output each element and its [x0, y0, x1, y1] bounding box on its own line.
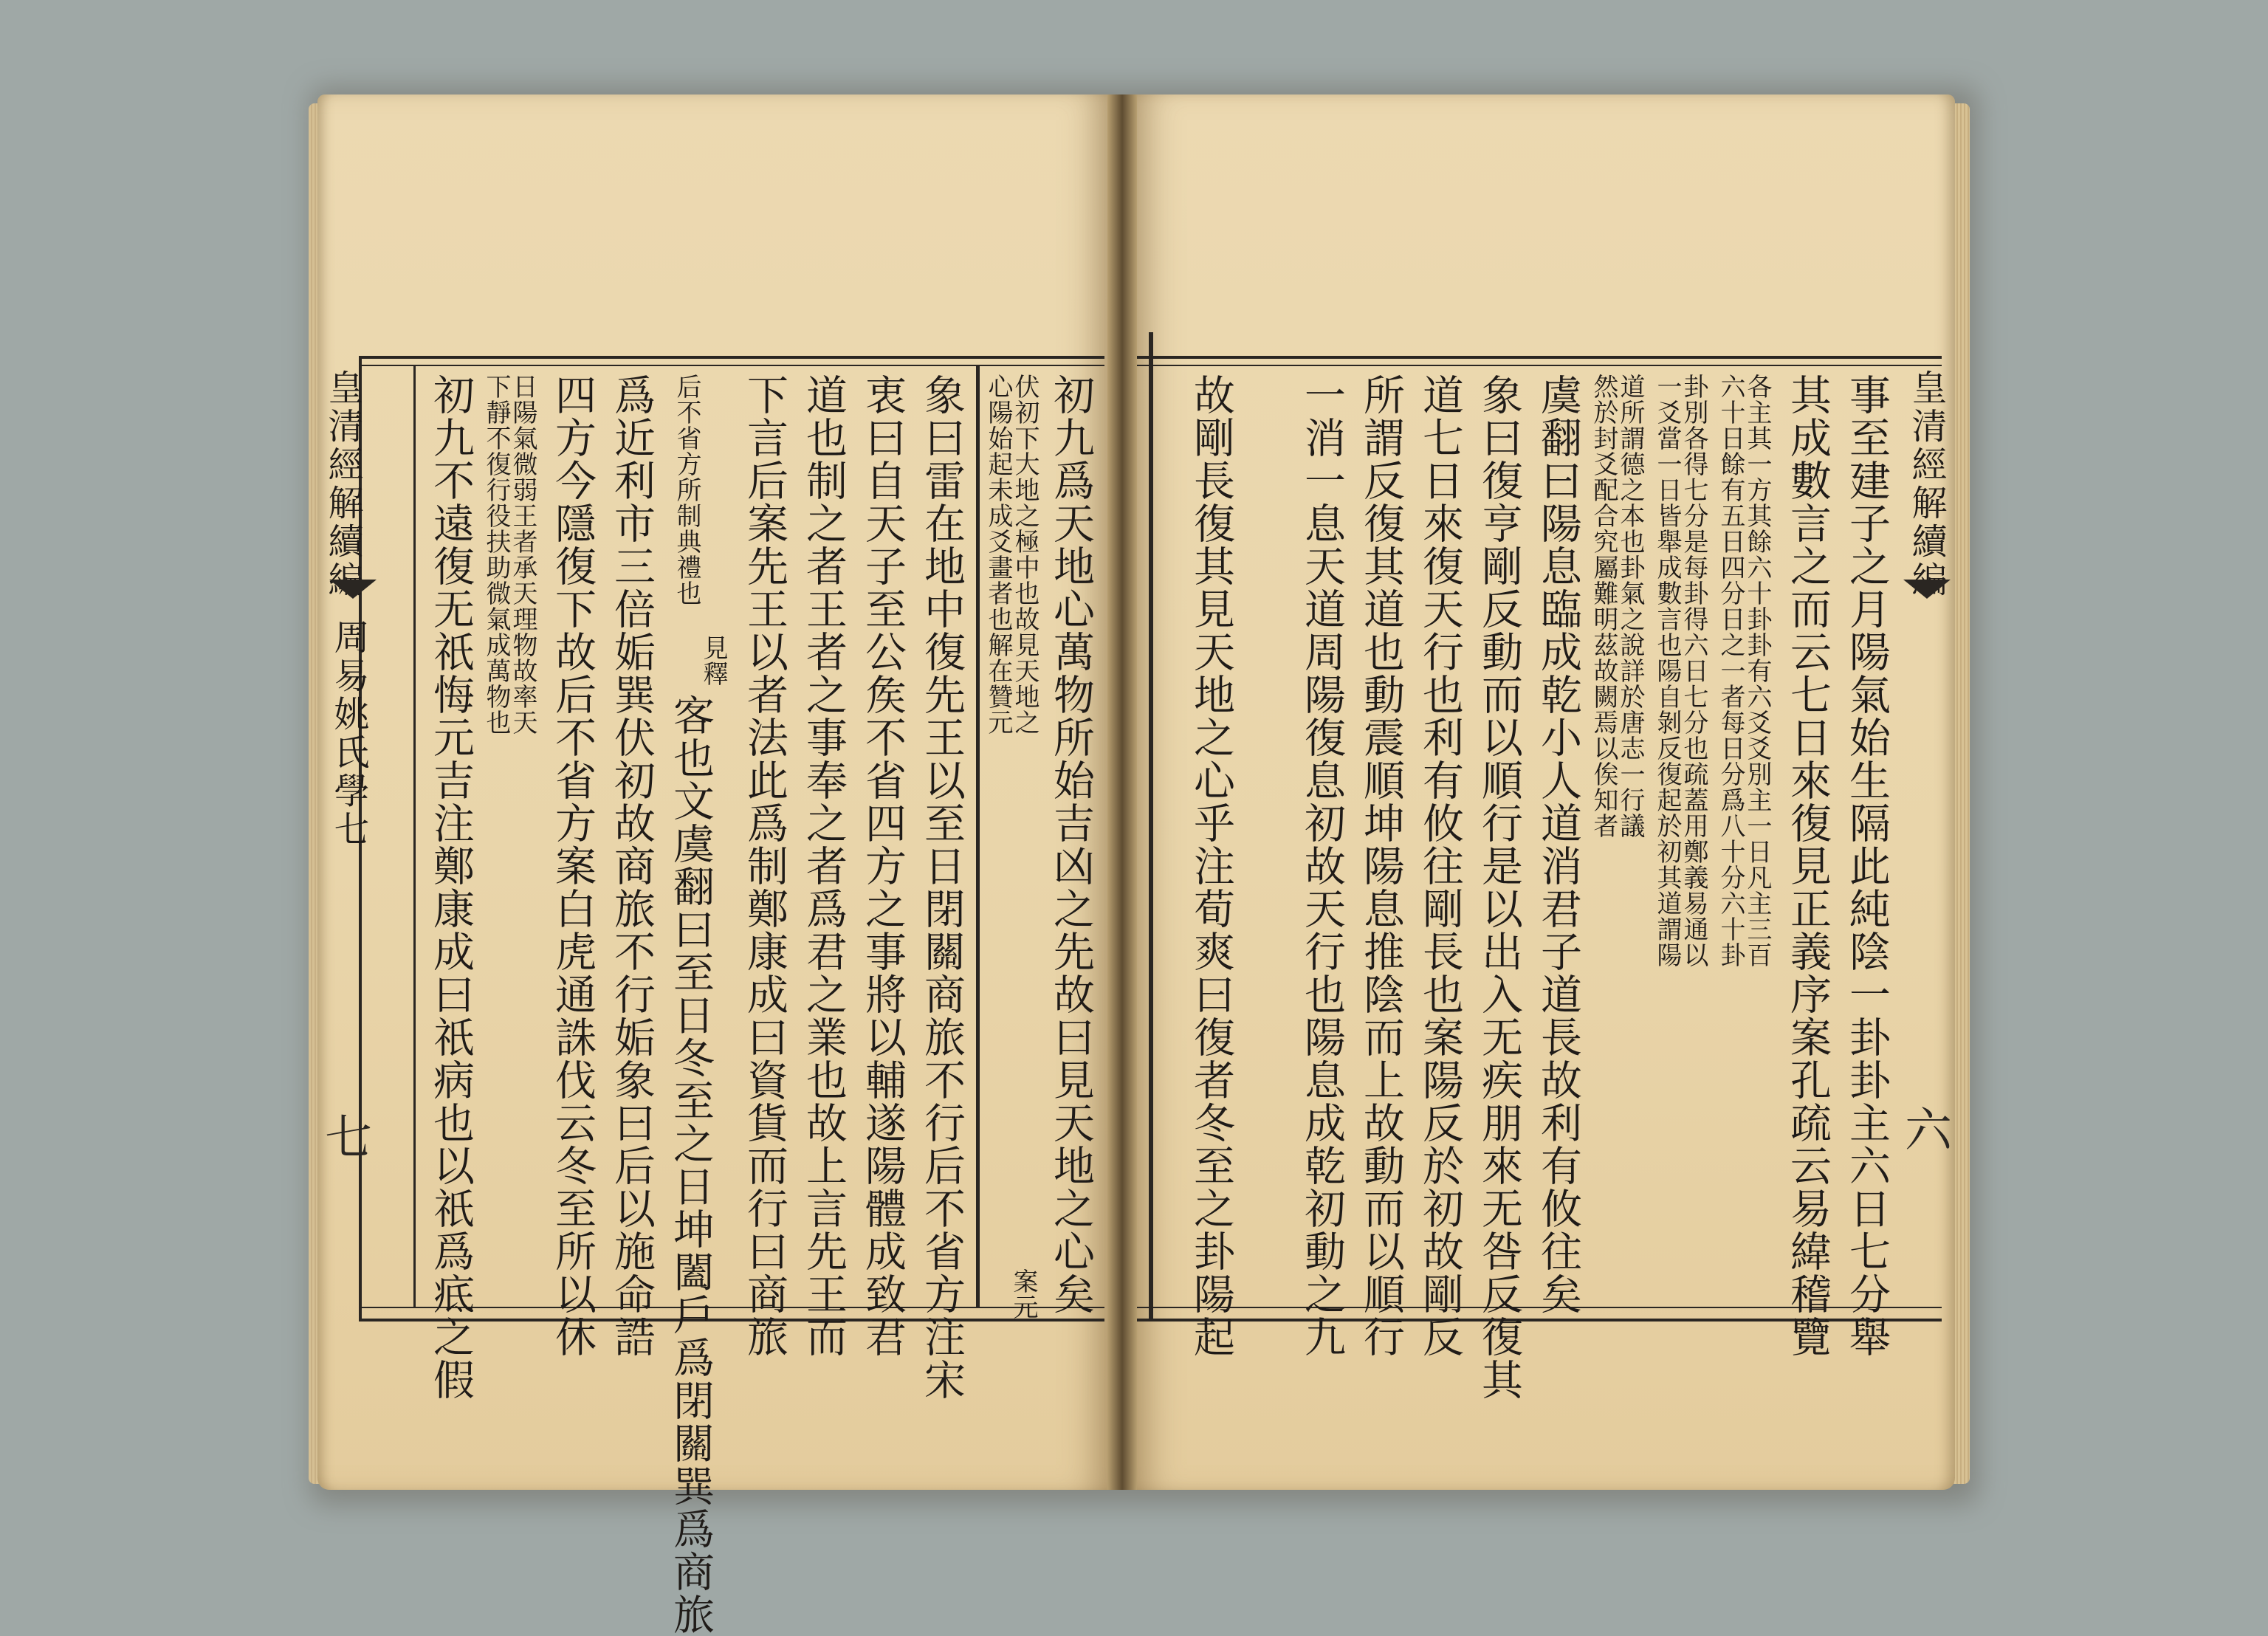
text-column: 初九不遠復无祇悔元吉注鄭康成曰祇病也以祇爲疷之假 — [427, 374, 475, 1401]
annotation-column: 各主其一方其餘六十卦卦有六爻爻別主一日凡主三百 — [1742, 374, 1772, 968]
text-column: 衷曰自天子至公矦不省四方之事將以輔遂陽體成致君 — [859, 374, 907, 1358]
right-top-inner-rule — [1137, 365, 1942, 366]
text-column: 象曰復亨剛反動而以順行是以出入无疾朋來无咎反復其 — [1475, 374, 1523, 1401]
annotation-column: 心陽始起未成爻畫者也解在贊元 — [983, 374, 1013, 735]
annotation-column: 六十日餘有五日四分日之一者每日分爲八十分六十卦 — [1716, 374, 1745, 968]
column-rule — [413, 366, 416, 1308]
annotation-column: 見釋 — [698, 635, 728, 687]
left-margin-title: 皇清經解續編 — [322, 369, 363, 599]
left-page-number: 七 — [325, 1111, 372, 1166]
annotation-tail: 案元 — [1008, 1268, 1038, 1320]
text-column: 道也制之者王者之事奉之者爲君之業也故上言先王而 — [800, 374, 848, 1358]
text-column: 下言后案先王以者法此爲制鄭康成曰資貨而行曰商旅 — [740, 374, 788, 1358]
text-column: 客也文虞翻曰至日冬至之日坤闔戶爲閉關巽爲商旅 — [667, 694, 715, 1636]
text-column: 初九爲天地心萬物所始吉凶之先故曰見天地之心矣 — [1047, 374, 1095, 1316]
right-fish-tail-icon — [1903, 580, 1951, 599]
annotation-column: 后不省方所制典禮也 — [672, 374, 701, 606]
text-column: 其成數言之而云七日來復見正義序案孔疏云易緯稽覽 — [1784, 374, 1832, 1358]
annotation-column: 下靜不復行役扶助微氣成萬物也 — [481, 374, 511, 735]
left-fish-tail-icon — [329, 580, 377, 599]
text-column: 一消一息天道周陽復息初故天行也陽息成乾初動之九 — [1298, 374, 1346, 1358]
book-gutter — [1107, 94, 1137, 1490]
right-page-number: 六 — [1905, 1104, 1952, 1158]
text-column: 虞翻曰陽息臨成乾小人道消君子道長故利有攸往矣 — [1534, 374, 1582, 1316]
annotation-column: 日陽氣微弱王者承天理物故率天 — [508, 374, 537, 735]
right-margin-title: 皇清經解續編 — [1906, 369, 1947, 599]
annotation-column: 一爻當一日皆舉成數言也陽自剝反復起於初其道謂陽 — [1652, 374, 1682, 968]
left-top-inner-rule — [359, 365, 1104, 366]
left-margin-chapter: 周易姚氏學七 — [328, 619, 369, 849]
annotation-column: 然於封爻配合究屬難明茲故闕焉以俟知者 — [1589, 374, 1618, 839]
right-inner-edge-rule — [1149, 332, 1153, 1321]
text-column: 四方今隱復下故后不省方案白虎通誅伐云冬至所以休 — [549, 374, 597, 1358]
annotation-column: 道所謂德之本也卦氣之說詳於唐志一行議 — [1615, 374, 1645, 839]
text-column: 所謂反復其道也動震順坤陽息推陰而上故動而以順行 — [1357, 374, 1405, 1358]
annotation-column: 伏初下大地之極中也故見天地之 — [1010, 374, 1040, 735]
text-column: 道七日來復天行也利有攸往剛長也案陽反於初故剛反 — [1416, 374, 1464, 1358]
text-column: 象曰雷在地中復先王以至日閉關商旅不行后不省方注宋 — [918, 374, 966, 1401]
text-column: 爲近利市三倍姤巽伏初故商旅不行姤象曰后以施命誥 — [608, 374, 656, 1358]
text-column: 故剛長復其見天地之心乎注荀爽曰復者冬至之卦陽起 — [1187, 374, 1235, 1358]
annotation-column: 卦別各得七分是每卦得六日七分也疏蓋用鄭義易通以 — [1679, 374, 1708, 968]
column-rule — [976, 366, 980, 1308]
text-column: 事至建子之月陽氣始生隔此純陰一卦卦主六日七分舉 — [1843, 374, 1891, 1358]
